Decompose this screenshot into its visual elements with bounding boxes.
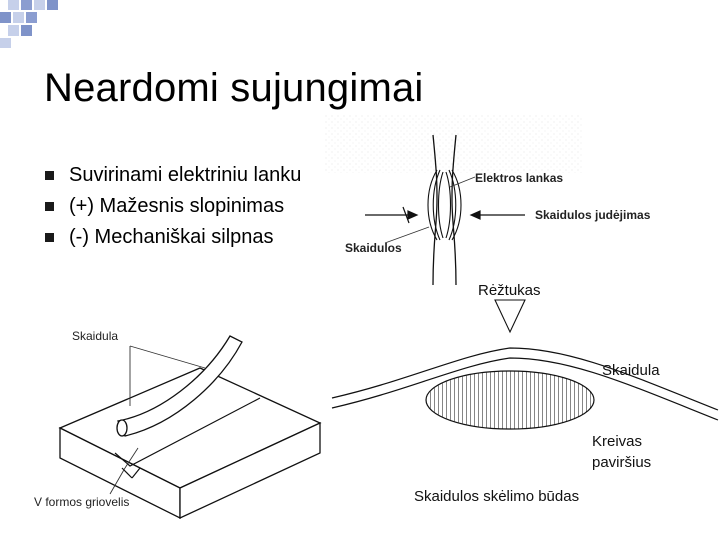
cutter-triangle [495, 300, 525, 332]
corner-square [26, 12, 37, 23]
fiber-label: Skaidulos [345, 241, 402, 255]
corner-square [21, 25, 32, 36]
corner-square [47, 0, 58, 10]
corner-decoration [0, 0, 70, 50]
square-bullet-icon [45, 233, 54, 242]
corner-square [8, 25, 19, 36]
arc-splice-diagram [325, 115, 651, 295]
motion-label: Skaidulos judėjimas [535, 208, 651, 222]
bullet-item [44, 160, 301, 191]
slide-title: Neardomi sujungimai [44, 66, 424, 110]
electric-arc-shape [428, 170, 461, 240]
cleave-fiber-label: Skaidula [602, 362, 660, 379]
bullet-text: (+) Mažesnis slopinimas [69, 195, 285, 217]
groove-fiber-label: Skaidula [72, 329, 119, 343]
cutter-label: Rėžtukas [478, 282, 541, 299]
bullet-item [44, 191, 301, 222]
bullet-text: Suvirinami elektriniu lanku [69, 164, 302, 186]
corner-square [34, 0, 45, 10]
corner-square [0, 38, 11, 48]
fiber-motion-arrows [365, 207, 525, 223]
bullet-text: (-) Mechaniškai silpnas [69, 226, 274, 248]
surface-label-line1: Kreivas [592, 433, 643, 450]
square-bullet-icon [45, 202, 54, 211]
curved-surface-ellipse [426, 371, 594, 429]
corner-square [0, 12, 11, 23]
corner-square [13, 12, 24, 23]
cleave-caption: Skaidulos skėlimo būdas [414, 488, 580, 505]
bullet-item [44, 222, 301, 253]
cleave-diagram [330, 280, 720, 515]
corner-square [21, 0, 32, 10]
groove-label: V formos griovelis [34, 495, 130, 509]
v-groove-diagram [30, 318, 330, 528]
arc-label: Elektros lankas [475, 171, 564, 185]
bullet-list [44, 160, 301, 253]
surface-label-line2: paviršius [592, 454, 652, 471]
square-bullet-icon [45, 171, 54, 180]
corner-square [8, 0, 19, 10]
